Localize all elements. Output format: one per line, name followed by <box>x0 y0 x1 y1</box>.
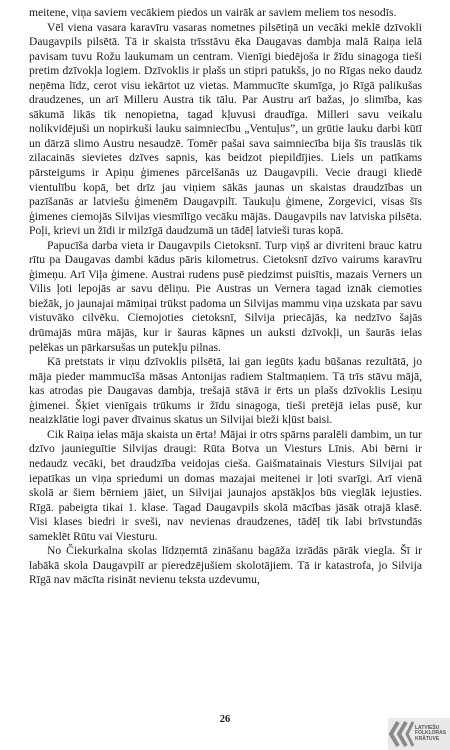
logo-line: KRĀTUVE <box>415 735 440 742</box>
paragraph: Cik Raiņa ielas māja skaista un ērta! Mājai ir otrs spārns paralēli dambim, un tur dzīvo jaunieguītie Silvijas draugi: Rūta Botva un Viesturs Līnis. Abi bērni ir nedaudz vecāki, bet draudzība veidojas cieša. Gaišmatainais Viesturs Silvijai pat iepatīkas un viņa spriedumi un domas mazajai meitenei ir ļoti svarīgi. Arī vienā skolā ar šiem bērniem jāiet, un Silvijai jaunajos apstākļos būs vieglāk iejusties. Rīgā. pabeigta tikai 1. klase. Tagad Daugavpils skolā mācības jāsāk otrajā klasē. Visi klases biedri ir sveši, nav nevienas draudzenes, tādēļ tik labi brīvstundās sameklēt Rūtu vai Viesturu. <box>29 427 422 543</box>
paragraph: meitene, viņa saviem vecākiem piedos un vairāk ar saviem meliem tos nesodīs. <box>29 6 397 19</box>
chevron-logo-icon <box>388 720 414 748</box>
logo-text <box>415 726 446 743</box>
paragraph: Vēl viena vasara karavīru vasaras nometnes pilsētiņā un vecāki meklē dzīvokli Daugavpils pilsētā. Tā ir skaista trīsstāvu ēka Daugavas dambja malā Raiņa ielā pavisam tuvu Rožu laukumam un centram. Vienīgi biedējoša ir žīdu sinagoga tieši pretim dzīvokļa logiem. Dzīvoklis ir plašs un stipri patukšs, jo no Rīgas neko daudz neņēma līdz, cerot visu iekārtot uz vietas. Mammucīte skumīga, jo Rīgā palikušas draudzenes, un arī Milleru Austra tik tālu. Par Austru arī bažas, jo slimība, kas sākumā likās tik nenopietna, tagad kļuvusi draudīga. Milleri savu veikalu nolikvidējuši un nopirkuši lauku saimniecību „Ventuļus”, un grūtie lauku darbi kūtī un dārzā slimo Austru nesaudzē. Tomēr pašai sava saimniecība bija šīs trauslās tik zilacainās sievietes dzīves sapnis, kas beidzot piepildījies. Liels un patīkams pārsteigums ir Apiņu ģimenes pārcelšanās uz Daugavpili. Vecie draugi kliedē vientulību kopā, bet drīz jau viņiem sākās jaunas un skaistas draudzības un pazīšanās ar latviešu ģimenēm Daugavpilī. Taukuļu ģimene, Zorgevici, visas šīs ģimenes ciemojās Silvijas viesmīlīgo vecāku mājās. Daugavpils nav latviska pilsēta. Poļi, krievi un žīdi ir milzīgā daudzumā un tādēļ latvieši turas kopā. <box>29 20 422 238</box>
page-number: 26 <box>219 714 231 725</box>
body-text <box>29 6 422 588</box>
paragraph: No Čiekurkalna skolas līdzņemtā zināšanu bagāža izrādās pārāk viegla. Šī ir labākā skola Daugavpilī ar pieredzējušiem skolotājiem. Tā ir katastrofa, jo Silvija Rīgā nav mācīta risināt nevienu teksta uzdevumu, <box>29 544 422 587</box>
logo-line: LATVIEŠU <box>415 724 440 731</box>
paragraph: Papucīša darba vieta ir Daugavpils Cietoksnī. Turp viņš ar divriteni brauc katru rītu pa Daugavas dambi kādus pāris kilometrus. Cietoksnī dzīvo vairums karavīru ģimeņu. Arī Viļa ģimene. Austrai rudens pusē piedzimst puisītis, mazais Verners un Vilis ļoti lepojās ar savu dēliņu. Pie Austras un Vernera tagad iznāk ciemoties biežāk, jo jaunajai māmiņai trūkst padoma un Silvijas mammu viņa uzskata par savu vistuvāko cilvēku. Ciemojoties cietoksnī, Silvija priecājās, ka nedzīvo šajās drūmajās mūra mājās, kur ir šauras kāpnes un auksti dzīvokļi, un šaurās ielas pelēkas un pārkarsušas un putekļu pilnas. <box>29 238 422 354</box>
logo-line: FOLKLORAS <box>415 730 447 737</box>
archive-logo <box>388 718 450 750</box>
paragraph: Kā pretstats ir viņu dzīvoklis pilsētā, lai gan iegūts ķadu būšanas rezultātā, jo māja pieder mammucīša māsas Antonijas radiem Staltmaņiem. Tā trīs stāvu mājā, kas atrodas pie Daugavas dambja, trešajā stāvā ir ērts un plašs dzīvoklis Lesiņu ģimenei. Šķiet vienīgais trūkums ir žīdu sinagoga, tieši pretējā ielas pusē, kur neaizklātie logi paver dīvainus skatus un Silvijai bieži kļūst baisi. <box>29 355 422 427</box>
